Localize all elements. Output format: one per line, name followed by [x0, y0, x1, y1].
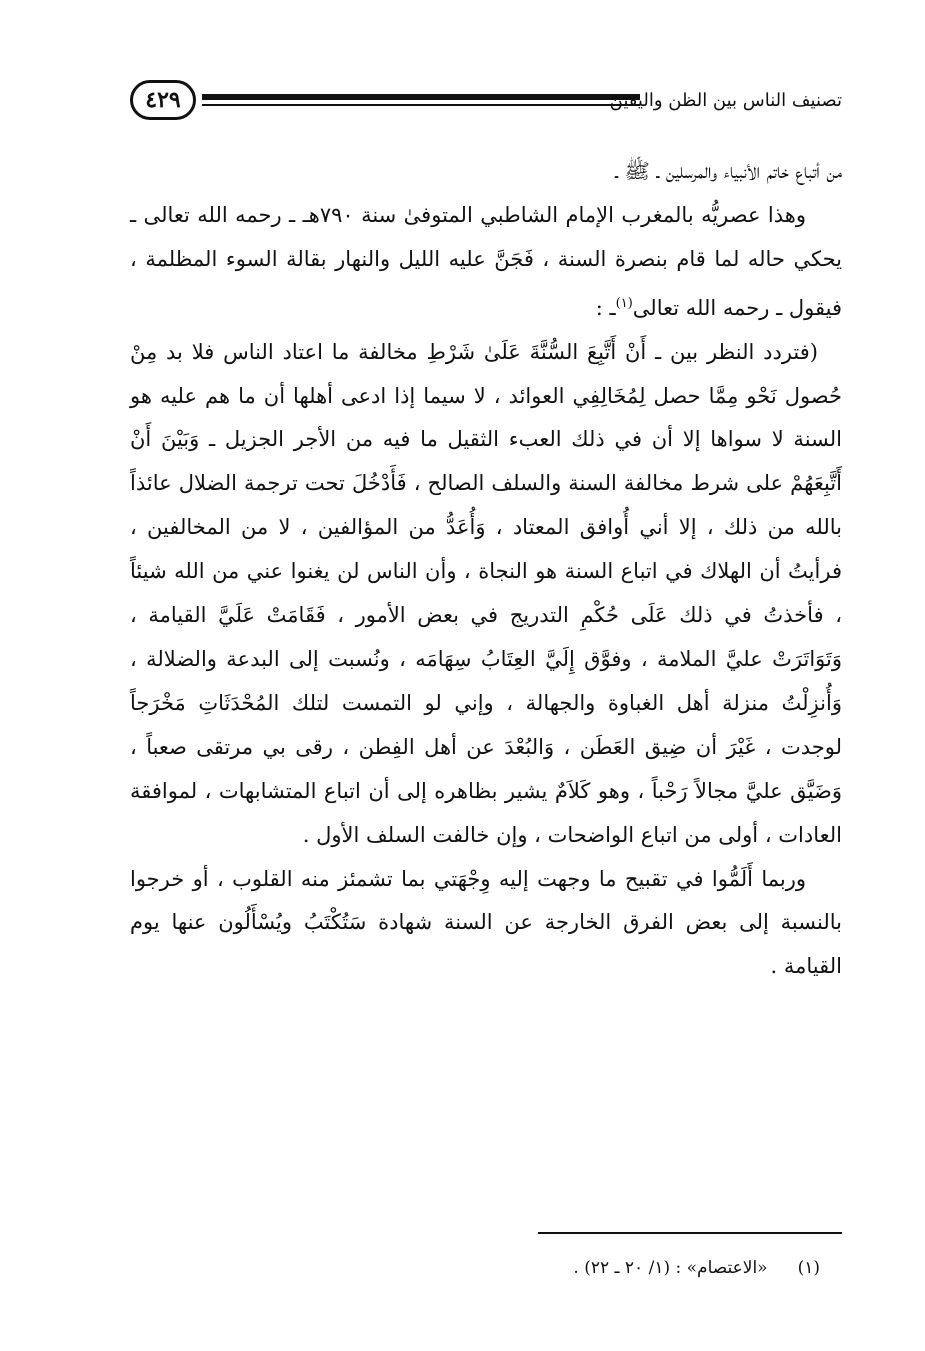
paragraph-2-text: وهذا عصريُّه بالمغرب الإمام الشاطبي المتوفىٰ سنة ٧٩٠هـ ـ رحمه الله تعالى ـ يحكي حاله لما قام بنصرة السنة ، فَجَنَّ عليه الليل والنهار بقالة السوء المظلمة ، فيقول ـ رحمه الله تعالى [130, 202, 842, 320]
running-title: تصنيف الناس بين الظن واليقين [609, 90, 842, 111]
paragraph-2 [130, 194, 842, 331]
footnote-separator [538, 1232, 842, 1234]
header-rule-thick [202, 94, 640, 100]
footnote-number: (١) [797, 1258, 820, 1278]
paragraph-3-quote: (فتردد النظر بين ـ أَنْ أَتَّبِعَ السُّنَّةَ عَلَىٰ شَرْطِ مخالفة ما اعتاد الناس فلا بد مِنْ حُصول نَحْو مِمَّا حصل لِمُخَالِفِي العوائد ، لا سيما إذا ادعى أهلها أن ما هم عليه هو السنة لا سواها إلا أن في ذلك العبء الثقيل ما فيه من الأجر الجزيل ـ وَبَيْنَ أَنْ أَتَّبِعَهُمْ على شرط مخالفة السنة والسلف الصالح ، فَأَدْخُلَ تحت ترجمة الضلال عائذاً بالله من ذلك ، إلا أني أُوافق المعتاد ، وَأُعَدُّ من المؤالفين ، لا من المخالفين ، فرأيتُ أن الهلاك في اتباع السنة هو النجاة ، وأن الناس لن يغنوا عني من الله شيئاً ، فأخذتُ في ذلك عَلَى حُكْمِ التدريج في بعض الأمور ، فَقَامَتْ عَلَيَّ القيامة ، وَتَوَاتَرَتْ عليَّ الملامة ، وفوَّق إِلَيَّ العِتَابُ سِهَامَه ، ونُسبت إلى البدعة والضلالة ، وَأُنزِلْتُ منزلة أهل الغباوة والجهالة ، وإني لو التمست لتلك المُحْدَثَاتِ مَخْرَجاً لوجدت ، غَيْرَ أن ضِيق العَطَن ، وَالبُعْدَ عن أهل الفِطن ، رقى بي مرتقى صعباً ، وَضَيَّق عليَّ مجالاً رَحْباً ، وهو كَلاَمٌ يشير بظاهره إلى أن اتباع المتشابهات ، لموافقة العادات ، أولى من اتباع الواضحات ، وإن خالفت السلف الأول . [130, 339, 842, 847]
footnote-text: «الاعتصام» : (١/ ٢٠ ـ ٢٢) . [573, 1258, 768, 1278]
header-rule [202, 94, 640, 108]
paragraph-2-tail: ـ : [595, 295, 616, 320]
header-rule-thin [202, 104, 640, 106]
page-number: ٤٢٩ [130, 80, 196, 120]
paragraph-4: وربما أَلَمُّوا في تقبيح ما وجهت إليه وِجْهَتي بما تشمئز منه القلوب ، أو خرجوا بالنسبة إلى بعض الفرق الخارجة عن السنة شهادة سَتُكْتَبُ ويُسْأَلُون عنها يوم القيامة . [130, 866, 842, 979]
paragraph-1: من أتباع خاتم الأنبياء والمرسلين ـ ﷺ ـ [615, 159, 842, 183]
main-text [130, 150, 842, 989]
footnote-marker[interactable]: (١) [615, 295, 633, 311]
page-header [130, 80, 842, 122]
footnote [120, 1258, 820, 1278]
